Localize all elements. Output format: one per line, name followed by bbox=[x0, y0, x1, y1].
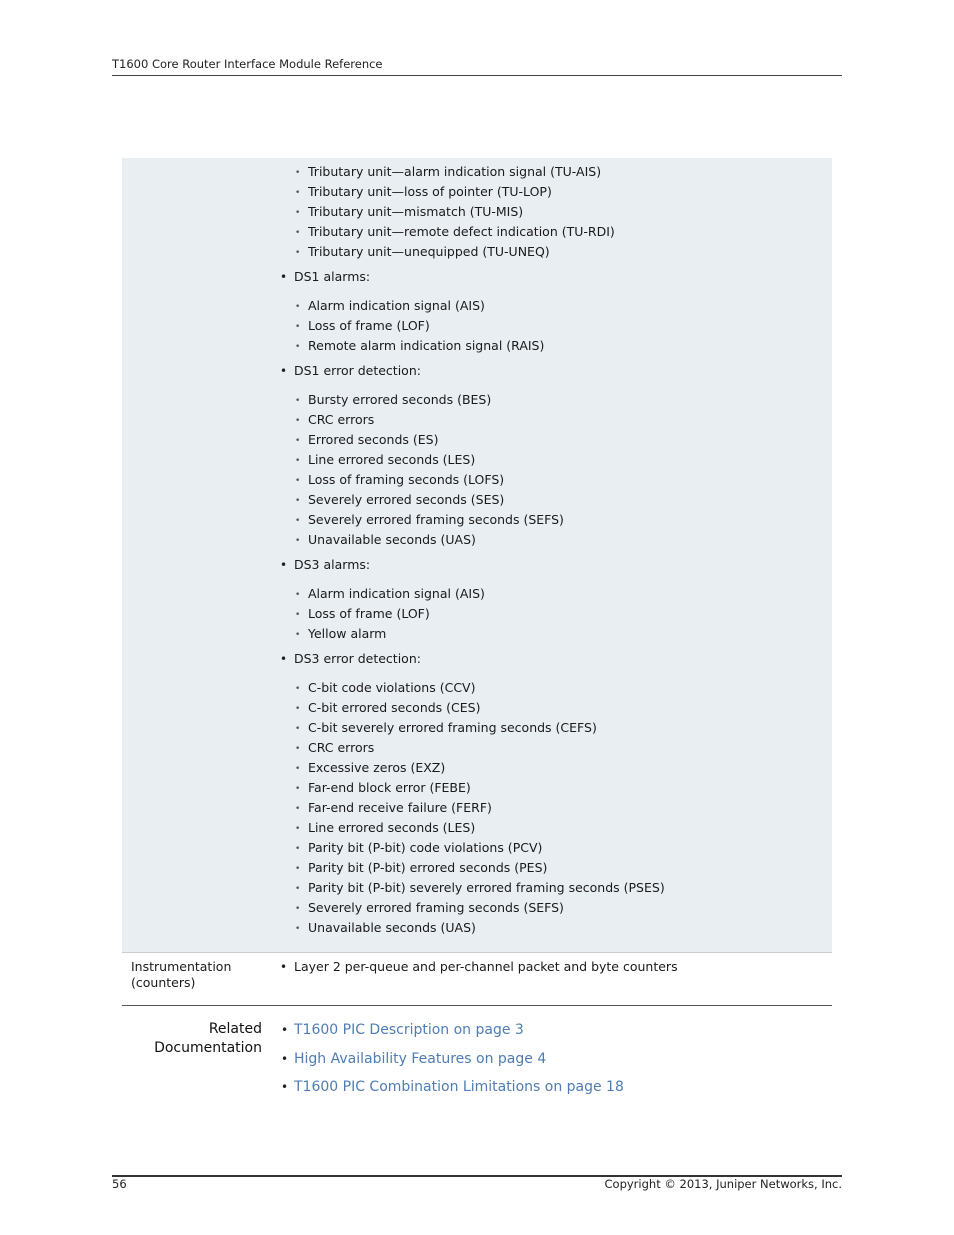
list-item: Unavailable seconds (UAS) bbox=[308, 532, 476, 547]
sub-bullet: • bbox=[295, 884, 301, 894]
sub-bullet: • bbox=[295, 228, 301, 238]
list-item: Excessive zeros (EXZ) bbox=[308, 760, 446, 775]
sub-bullet: • bbox=[295, 704, 301, 714]
list-item: Tributary unit—loss of pointer (TU-LOP) bbox=[308, 184, 552, 199]
sub-bullet: • bbox=[295, 724, 301, 734]
instrumentation-label: Instrumentation (counters) bbox=[131, 959, 232, 990]
sub-bullet: • bbox=[295, 804, 301, 814]
related-label bbox=[130, 1020, 262, 1058]
list-item: Loss of framing seconds (LOFS) bbox=[308, 472, 505, 487]
list-item: Severely errored framing seconds (SEFS) bbox=[308, 512, 564, 527]
table-row-shaded bbox=[122, 158, 832, 952]
table-bottom-rule bbox=[122, 1005, 832, 1006]
list-item: Tributary unit—unequipped (TU-UNEQ) bbox=[308, 244, 550, 259]
list-item: CRC errors bbox=[308, 740, 375, 755]
bullet: • bbox=[280, 652, 288, 666]
group-heading: DS3 error detection: bbox=[294, 651, 421, 666]
sub-bullet: • bbox=[295, 590, 301, 600]
bullet: • bbox=[280, 270, 288, 284]
list-item: Alarm indication signal (AIS) bbox=[308, 298, 485, 313]
related-label-line2: Documentation bbox=[154, 1040, 262, 1056]
group-heading: DS1 alarms: bbox=[294, 269, 371, 284]
list-item: Alarm indication signal (AIS) bbox=[308, 586, 485, 601]
list-item: C-bit code violations (CCV) bbox=[308, 680, 476, 695]
copyright: Copyright © 2013, Juniper Networks, Inc. bbox=[604, 1177, 842, 1191]
list-item: Yellow alarm bbox=[308, 626, 387, 641]
sub-bullet: • bbox=[295, 516, 301, 526]
sub-bullet: • bbox=[295, 764, 301, 774]
page-number: 56 bbox=[112, 1177, 127, 1191]
sub-bullet: • bbox=[295, 610, 301, 620]
list-item: Parity bit (P-bit) errored seconds (PES) bbox=[308, 860, 548, 875]
group-heading: DS1 error detection: bbox=[294, 363, 421, 378]
sub-bullet: • bbox=[295, 630, 301, 640]
related-link[interactable]: T1600 PIC Combination Limitations on page 18 bbox=[294, 1079, 624, 1095]
list-item: Parity bit (P-bit) severely errored framing seconds (PSES) bbox=[308, 880, 665, 895]
list-item: Tributary unit—mismatch (TU-MIS) bbox=[308, 204, 524, 219]
instrumentation-item: Layer 2 per-queue and per-channel packet and byte counters bbox=[294, 959, 678, 974]
sub-bullet: • bbox=[295, 744, 301, 754]
bullet: • bbox=[281, 1052, 289, 1066]
related-label-line1: Related bbox=[208, 1021, 262, 1037]
sub-bullet: • bbox=[295, 904, 301, 914]
list-item: Line errored seconds (LES) bbox=[308, 820, 476, 835]
list-item: Far-end receive failure (FERF) bbox=[308, 800, 492, 815]
list-item: Unavailable seconds (UAS) bbox=[308, 920, 476, 935]
bullet: • bbox=[280, 558, 288, 572]
list-item: Parity bit (P-bit) code violations (PCV) bbox=[308, 840, 543, 855]
header-title: T1600 Core Router Interface Module Reference bbox=[112, 57, 383, 71]
list-item: Tributary unit—remote defect indication (TU-RDI) bbox=[308, 224, 615, 239]
sub-bullet: • bbox=[295, 864, 301, 874]
list-item: Remote alarm indication signal (RAIS) bbox=[308, 338, 545, 353]
list-item: Loss of frame (LOF) bbox=[308, 606, 430, 621]
list-item: Bursty errored seconds (BES) bbox=[308, 392, 492, 407]
sub-bullet: • bbox=[295, 342, 301, 352]
bullet: • bbox=[280, 364, 288, 378]
bullet: • bbox=[281, 1023, 289, 1037]
header-rule bbox=[112, 75, 842, 76]
sub-bullet: • bbox=[295, 456, 301, 466]
sub-bullet: • bbox=[295, 168, 301, 178]
row-divider bbox=[122, 952, 832, 953]
list-item: Severely errored seconds (SES) bbox=[308, 492, 505, 507]
bullet: • bbox=[281, 1080, 289, 1094]
group-heading: DS3 alarms: bbox=[294, 557, 371, 572]
sub-bullet: • bbox=[295, 436, 301, 446]
related-link[interactable]: T1600 PIC Description on page 3 bbox=[294, 1022, 524, 1038]
sub-bullet: • bbox=[295, 824, 301, 834]
sub-bullet: • bbox=[295, 322, 301, 332]
sub-bullet: • bbox=[295, 188, 301, 198]
list-item: Severely errored framing seconds (SEFS) bbox=[308, 900, 564, 915]
sub-bullet: • bbox=[295, 396, 301, 406]
list-item: Errored seconds (ES) bbox=[308, 432, 439, 447]
sub-bullet: • bbox=[295, 684, 301, 694]
list-item: C-bit errored seconds (CES) bbox=[308, 700, 481, 715]
sub-bullet: • bbox=[295, 416, 301, 426]
sub-bullet: • bbox=[295, 248, 301, 258]
sub-bullet: • bbox=[295, 536, 301, 546]
list-item: Loss of frame (LOF) bbox=[308, 318, 430, 333]
list-item: Far-end block error (FEBE) bbox=[308, 780, 471, 795]
list-item: Line errored seconds (LES) bbox=[308, 452, 476, 467]
sub-bullet: • bbox=[295, 476, 301, 486]
list-item: CRC errors bbox=[308, 412, 375, 427]
sub-bullet: • bbox=[295, 844, 301, 854]
sub-bullet: • bbox=[295, 924, 301, 934]
related-link[interactable]: High Availability Features on page 4 bbox=[294, 1051, 547, 1067]
list-item: Tributary unit—alarm indication signal (TU-AIS) bbox=[308, 164, 602, 179]
sub-bullet: • bbox=[295, 496, 301, 506]
list-item: C-bit severely errored framing seconds (CEFS) bbox=[308, 720, 597, 735]
bullet: • bbox=[280, 960, 288, 974]
sub-bullet: • bbox=[295, 784, 301, 794]
sub-bullet: • bbox=[295, 302, 301, 312]
sub-bullet: • bbox=[295, 208, 301, 218]
